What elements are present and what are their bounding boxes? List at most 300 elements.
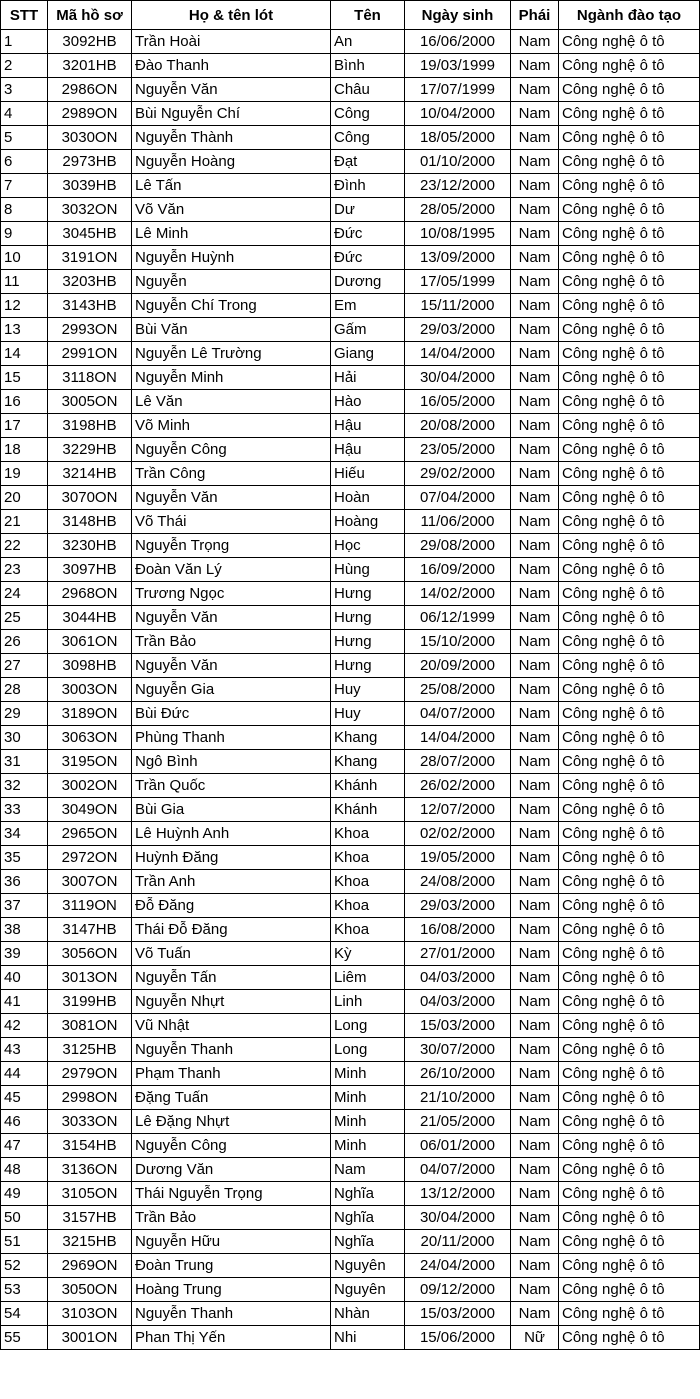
cell-nganh-dao-tao: Công nghệ ô tô bbox=[559, 1134, 700, 1158]
cell-nganh-dao-tao: Công nghệ ô tô bbox=[559, 222, 700, 246]
cell-stt: 48 bbox=[1, 1158, 48, 1182]
cell-ten: Khoa bbox=[331, 894, 405, 918]
cell-ten: Khang bbox=[331, 726, 405, 750]
cell-stt: 38 bbox=[1, 918, 48, 942]
cell-ho-ten-lot: Võ Tuấn bbox=[132, 942, 331, 966]
header-ngay-sinh: Ngày sinh bbox=[405, 1, 511, 30]
cell-ho-ten-lot: Phùng Thanh bbox=[132, 726, 331, 750]
cell-stt: 45 bbox=[1, 1086, 48, 1110]
cell-ngay-sinh: 14/02/2000 bbox=[405, 582, 511, 606]
cell-ten: Hưng bbox=[331, 654, 405, 678]
cell-ngay-sinh: 30/07/2000 bbox=[405, 1038, 511, 1062]
table-row bbox=[1, 270, 700, 294]
cell-ma-ho-so: 3056ON bbox=[48, 942, 132, 966]
cell-ma-ho-so: 3119ON bbox=[48, 894, 132, 918]
cell-ho-ten-lot: Nguyễn Văn bbox=[132, 78, 331, 102]
cell-nganh-dao-tao: Công nghệ ô tô bbox=[559, 78, 700, 102]
table-row bbox=[1, 606, 700, 630]
cell-ho-ten-lot: Lê Đặng Nhựt bbox=[132, 1110, 331, 1134]
table-row bbox=[1, 702, 700, 726]
cell-nganh-dao-tao: Công nghệ ô tô bbox=[559, 102, 700, 126]
cell-ten: Công bbox=[331, 102, 405, 126]
cell-ho-ten-lot: Nguyễn Văn bbox=[132, 606, 331, 630]
cell-stt: 54 bbox=[1, 1302, 48, 1326]
cell-phai: Nam bbox=[511, 798, 559, 822]
cell-ngay-sinh: 09/12/2000 bbox=[405, 1278, 511, 1302]
cell-ho-ten-lot: Nguyễn Thanh bbox=[132, 1302, 331, 1326]
cell-stt: 14 bbox=[1, 342, 48, 366]
cell-nganh-dao-tao: Công nghệ ô tô bbox=[559, 1254, 700, 1278]
cell-phai: Nam bbox=[511, 510, 559, 534]
cell-ngay-sinh: 01/10/2000 bbox=[405, 150, 511, 174]
cell-ngay-sinh: 19/05/2000 bbox=[405, 846, 511, 870]
cell-phai: Nam bbox=[511, 630, 559, 654]
cell-phai: Nam bbox=[511, 1062, 559, 1086]
cell-phai: Nam bbox=[511, 1158, 559, 1182]
cell-ma-ho-so: 3103ON bbox=[48, 1302, 132, 1326]
cell-ten: Khang bbox=[331, 750, 405, 774]
cell-phai: Nam bbox=[511, 918, 559, 942]
cell-phai: Nam bbox=[511, 726, 559, 750]
cell-ho-ten-lot: Trần Bảo bbox=[132, 1206, 331, 1230]
cell-stt: 5 bbox=[1, 126, 48, 150]
cell-phai: Nam bbox=[511, 582, 559, 606]
cell-phai: Nam bbox=[511, 654, 559, 678]
table-row bbox=[1, 1134, 700, 1158]
cell-ma-ho-so: 2998ON bbox=[48, 1086, 132, 1110]
cell-stt: 10 bbox=[1, 246, 48, 270]
cell-ngay-sinh: 16/05/2000 bbox=[405, 390, 511, 414]
cell-ngay-sinh: 29/08/2000 bbox=[405, 534, 511, 558]
table-row bbox=[1, 462, 700, 486]
cell-ma-ho-so: 3215HB bbox=[48, 1230, 132, 1254]
cell-ten: Khoa bbox=[331, 822, 405, 846]
cell-nganh-dao-tao: Công nghệ ô tô bbox=[559, 462, 700, 486]
table-row bbox=[1, 1206, 700, 1230]
cell-stt: 12 bbox=[1, 294, 48, 318]
cell-ten: Khoa bbox=[331, 870, 405, 894]
cell-stt: 52 bbox=[1, 1254, 48, 1278]
cell-ma-ho-so: 3191ON bbox=[48, 246, 132, 270]
cell-ngay-sinh: 25/08/2000 bbox=[405, 678, 511, 702]
cell-ten: Long bbox=[331, 1014, 405, 1038]
cell-phai: Nam bbox=[511, 558, 559, 582]
cell-ho-ten-lot: Lê Tấn bbox=[132, 174, 331, 198]
cell-ngay-sinh: 04/07/2000 bbox=[405, 1158, 511, 1182]
cell-phai: Nam bbox=[511, 1182, 559, 1206]
cell-ngay-sinh: 29/03/2000 bbox=[405, 894, 511, 918]
cell-ten: Nguyên bbox=[331, 1278, 405, 1302]
cell-ngay-sinh: 16/06/2000 bbox=[405, 30, 511, 54]
cell-ho-ten-lot: Trương Ngọc bbox=[132, 582, 331, 606]
cell-phai: Nam bbox=[511, 270, 559, 294]
cell-ngay-sinh: 06/01/2000 bbox=[405, 1134, 511, 1158]
cell-ma-ho-so: 3157HB bbox=[48, 1206, 132, 1230]
cell-ho-ten-lot: Nguyễn Công bbox=[132, 1134, 331, 1158]
cell-ma-ho-so: 3136ON bbox=[48, 1158, 132, 1182]
cell-nganh-dao-tao: Công nghệ ô tô bbox=[559, 726, 700, 750]
cell-stt: 8 bbox=[1, 198, 48, 222]
cell-phai: Nam bbox=[511, 990, 559, 1014]
table-row bbox=[1, 1110, 700, 1134]
cell-stt: 21 bbox=[1, 510, 48, 534]
cell-ngay-sinh: 12/07/2000 bbox=[405, 798, 511, 822]
cell-phai: Nam bbox=[511, 870, 559, 894]
cell-stt: 1 bbox=[1, 30, 48, 54]
cell-ngay-sinh: 13/12/2000 bbox=[405, 1182, 511, 1206]
cell-stt: 11 bbox=[1, 270, 48, 294]
table-row bbox=[1, 1182, 700, 1206]
cell-ma-ho-so: 3214HB bbox=[48, 462, 132, 486]
cell-ma-ho-so: 3003ON bbox=[48, 678, 132, 702]
table-row bbox=[1, 1254, 700, 1278]
table-row bbox=[1, 894, 700, 918]
table-row bbox=[1, 366, 700, 390]
cell-ten: Châu bbox=[331, 78, 405, 102]
cell-ma-ho-so: 2972ON bbox=[48, 846, 132, 870]
cell-stt: 22 bbox=[1, 534, 48, 558]
cell-phai: Nam bbox=[511, 174, 559, 198]
cell-ho-ten-lot: Thái Nguyễn Trọng bbox=[132, 1182, 331, 1206]
cell-phai: Nam bbox=[511, 102, 559, 126]
cell-stt: 33 bbox=[1, 798, 48, 822]
table-row bbox=[1, 510, 700, 534]
cell-nganh-dao-tao: Công nghệ ô tô bbox=[559, 942, 700, 966]
cell-stt: 50 bbox=[1, 1206, 48, 1230]
cell-ma-ho-so: 3039HB bbox=[48, 174, 132, 198]
cell-stt: 31 bbox=[1, 750, 48, 774]
cell-stt: 43 bbox=[1, 1038, 48, 1062]
cell-stt: 13 bbox=[1, 318, 48, 342]
table-row bbox=[1, 1014, 700, 1038]
cell-ngay-sinh: 30/04/2000 bbox=[405, 366, 511, 390]
cell-phai: Nam bbox=[511, 702, 559, 726]
table-row bbox=[1, 198, 700, 222]
cell-ma-ho-so: 2969ON bbox=[48, 1254, 132, 1278]
cell-ten: Gấm bbox=[331, 318, 405, 342]
cell-ho-ten-lot: Trần Công bbox=[132, 462, 331, 486]
cell-ma-ho-so: 3229HB bbox=[48, 438, 132, 462]
cell-ho-ten-lot: Nguyễn Chí Trong bbox=[132, 294, 331, 318]
cell-ho-ten-lot: Trần Bảo bbox=[132, 630, 331, 654]
cell-ma-ho-so: 3030ON bbox=[48, 126, 132, 150]
cell-ma-ho-so: 3044HB bbox=[48, 606, 132, 630]
cell-stt: 36 bbox=[1, 870, 48, 894]
cell-phai: Nam bbox=[511, 846, 559, 870]
cell-ten: Liêm bbox=[331, 966, 405, 990]
cell-ten: Kỳ bbox=[331, 942, 405, 966]
cell-ngay-sinh: 10/08/1995 bbox=[405, 222, 511, 246]
cell-ma-ho-so: 2986ON bbox=[48, 78, 132, 102]
cell-stt: 25 bbox=[1, 606, 48, 630]
cell-ho-ten-lot: Nguyễn Tấn bbox=[132, 966, 331, 990]
cell-ho-ten-lot: Thái Đỗ Đăng bbox=[132, 918, 331, 942]
cell-stt: 49 bbox=[1, 1182, 48, 1206]
cell-stt: 30 bbox=[1, 726, 48, 750]
cell-ma-ho-so: 3001ON bbox=[48, 1326, 132, 1350]
table-row bbox=[1, 174, 700, 198]
table-row bbox=[1, 1062, 700, 1086]
cell-ten: Khoa bbox=[331, 846, 405, 870]
cell-stt: 19 bbox=[1, 462, 48, 486]
cell-ho-ten-lot: Nguyễn Hoàng bbox=[132, 150, 331, 174]
cell-ho-ten-lot: Nguyễn Gia bbox=[132, 678, 331, 702]
cell-nganh-dao-tao: Công nghệ ô tô bbox=[559, 390, 700, 414]
cell-ten: Em bbox=[331, 294, 405, 318]
cell-ma-ho-so: 3081ON bbox=[48, 1014, 132, 1038]
cell-phai: Nam bbox=[511, 1086, 559, 1110]
cell-ma-ho-so: 3032ON bbox=[48, 198, 132, 222]
cell-nganh-dao-tao: Công nghệ ô tô bbox=[559, 990, 700, 1014]
cell-ngay-sinh: 19/03/1999 bbox=[405, 54, 511, 78]
cell-nganh-dao-tao: Công nghệ ô tô bbox=[559, 126, 700, 150]
cell-nganh-dao-tao: Công nghệ ô tô bbox=[559, 654, 700, 678]
cell-ho-ten-lot: Lê Văn bbox=[132, 390, 331, 414]
table-row bbox=[1, 318, 700, 342]
cell-stt: 15 bbox=[1, 366, 48, 390]
table-row bbox=[1, 822, 700, 846]
cell-nganh-dao-tao: Công nghệ ô tô bbox=[559, 822, 700, 846]
cell-phai: Nam bbox=[511, 438, 559, 462]
cell-nganh-dao-tao: Công nghệ ô tô bbox=[559, 198, 700, 222]
cell-ma-ho-so: 3203HB bbox=[48, 270, 132, 294]
cell-ten: Công bbox=[331, 126, 405, 150]
cell-ho-ten-lot: Đỗ Đăng bbox=[132, 894, 331, 918]
cell-nganh-dao-tao: Công nghệ ô tô bbox=[559, 174, 700, 198]
cell-stt: 37 bbox=[1, 894, 48, 918]
cell-ngay-sinh: 28/07/2000 bbox=[405, 750, 511, 774]
cell-stt: 6 bbox=[1, 150, 48, 174]
table-row bbox=[1, 918, 700, 942]
cell-nganh-dao-tao: Công nghệ ô tô bbox=[559, 246, 700, 270]
cell-ngay-sinh: 28/05/2000 bbox=[405, 198, 511, 222]
cell-ngay-sinh: 02/02/2000 bbox=[405, 822, 511, 846]
cell-ngay-sinh: 11/06/2000 bbox=[405, 510, 511, 534]
table-row bbox=[1, 1230, 700, 1254]
cell-ngay-sinh: 16/08/2000 bbox=[405, 918, 511, 942]
cell-ngay-sinh: 15/11/2000 bbox=[405, 294, 511, 318]
cell-ten: Khánh bbox=[331, 774, 405, 798]
table-row bbox=[1, 342, 700, 366]
cell-ho-ten-lot: Nguyễn Trọng bbox=[132, 534, 331, 558]
cell-ma-ho-so: 3033ON bbox=[48, 1110, 132, 1134]
cell-stt: 55 bbox=[1, 1326, 48, 1350]
cell-ten: Long bbox=[331, 1038, 405, 1062]
cell-stt: 28 bbox=[1, 678, 48, 702]
cell-stt: 4 bbox=[1, 102, 48, 126]
cell-ma-ho-so: 3061ON bbox=[48, 630, 132, 654]
table-row bbox=[1, 942, 700, 966]
table-row bbox=[1, 1278, 700, 1302]
cell-nganh-dao-tao: Công nghệ ô tô bbox=[559, 582, 700, 606]
cell-nganh-dao-tao: Công nghệ ô tô bbox=[559, 1230, 700, 1254]
cell-nganh-dao-tao: Công nghệ ô tô bbox=[559, 894, 700, 918]
cell-ten: Nghĩa bbox=[331, 1182, 405, 1206]
cell-stt: 32 bbox=[1, 774, 48, 798]
cell-ten: Hưng bbox=[331, 582, 405, 606]
cell-ten: Minh bbox=[331, 1110, 405, 1134]
cell-phai: Nam bbox=[511, 966, 559, 990]
cell-ngay-sinh: 06/12/1999 bbox=[405, 606, 511, 630]
cell-nganh-dao-tao: Công nghệ ô tô bbox=[559, 1326, 700, 1350]
cell-ho-ten-lot: Nguyễn bbox=[132, 270, 331, 294]
cell-phai: Nam bbox=[511, 1014, 559, 1038]
cell-ma-ho-so: 3154HB bbox=[48, 1134, 132, 1158]
cell-phai: Nam bbox=[511, 294, 559, 318]
cell-ma-ho-so: 3148HB bbox=[48, 510, 132, 534]
table-row bbox=[1, 1158, 700, 1182]
cell-phai: Nam bbox=[511, 222, 559, 246]
cell-ten: Hậu bbox=[331, 414, 405, 438]
cell-phai: Nam bbox=[511, 462, 559, 486]
cell-ngay-sinh: 20/08/2000 bbox=[405, 414, 511, 438]
cell-ho-ten-lot: Nguyễn Lê Trường bbox=[132, 342, 331, 366]
cell-ma-ho-so: 2979ON bbox=[48, 1062, 132, 1086]
cell-ho-ten-lot: Nguyễn Thanh bbox=[132, 1038, 331, 1062]
cell-ngay-sinh: 07/04/2000 bbox=[405, 486, 511, 510]
cell-nganh-dao-tao: Công nghệ ô tô bbox=[559, 438, 700, 462]
table-row bbox=[1, 726, 700, 750]
cell-ten: Nhi bbox=[331, 1326, 405, 1350]
cell-phai: Nam bbox=[511, 1206, 559, 1230]
cell-phai: Nam bbox=[511, 390, 559, 414]
table-row bbox=[1, 222, 700, 246]
cell-stt: 39 bbox=[1, 942, 48, 966]
table-row bbox=[1, 414, 700, 438]
cell-phai: Nam bbox=[511, 606, 559, 630]
cell-nganh-dao-tao: Công nghệ ô tô bbox=[559, 510, 700, 534]
cell-ma-ho-so: 3201HB bbox=[48, 54, 132, 78]
cell-nganh-dao-tao: Công nghệ ô tô bbox=[559, 774, 700, 798]
cell-ho-ten-lot: Nguyễn Minh bbox=[132, 366, 331, 390]
cell-ten: Giang bbox=[331, 342, 405, 366]
table-row bbox=[1, 558, 700, 582]
cell-stt: 3 bbox=[1, 78, 48, 102]
cell-ten: Hiếu bbox=[331, 462, 405, 486]
cell-ho-ten-lot: Dương Văn bbox=[132, 1158, 331, 1182]
cell-nganh-dao-tao: Công nghệ ô tô bbox=[559, 30, 700, 54]
cell-stt: 17 bbox=[1, 414, 48, 438]
cell-ho-ten-lot: Đoàn Văn Lý bbox=[132, 558, 331, 582]
cell-ho-ten-lot: Ngô Bình bbox=[132, 750, 331, 774]
cell-nganh-dao-tao: Công nghệ ô tô bbox=[559, 798, 700, 822]
cell-phai: Nam bbox=[511, 366, 559, 390]
cell-ma-ho-so: 2989ON bbox=[48, 102, 132, 126]
cell-ho-ten-lot: Hoàng Trung bbox=[132, 1278, 331, 1302]
cell-ma-ho-so: 3002ON bbox=[48, 774, 132, 798]
cell-phai: Nam bbox=[511, 1254, 559, 1278]
cell-nganh-dao-tao: Công nghệ ô tô bbox=[559, 1302, 700, 1326]
header-ten: Tên bbox=[331, 1, 405, 30]
cell-ngay-sinh: 15/03/2000 bbox=[405, 1014, 511, 1038]
cell-phai: Nữ bbox=[511, 1326, 559, 1350]
cell-ho-ten-lot: Nguyễn Nhựt bbox=[132, 990, 331, 1014]
cell-nganh-dao-tao: Công nghệ ô tô bbox=[559, 606, 700, 630]
cell-ngay-sinh: 13/09/2000 bbox=[405, 246, 511, 270]
cell-phai: Nam bbox=[511, 942, 559, 966]
cell-ma-ho-so: 2973HB bbox=[48, 150, 132, 174]
cell-ngay-sinh: 04/03/2000 bbox=[405, 966, 511, 990]
table-row bbox=[1, 846, 700, 870]
cell-phai: Nam bbox=[511, 678, 559, 702]
cell-ten: Nhàn bbox=[331, 1302, 405, 1326]
cell-nganh-dao-tao: Công nghệ ô tô bbox=[559, 534, 700, 558]
cell-nganh-dao-tao: Công nghệ ô tô bbox=[559, 870, 700, 894]
cell-phai: Nam bbox=[511, 318, 559, 342]
cell-ten: Dương bbox=[331, 270, 405, 294]
cell-ma-ho-so: 2993ON bbox=[48, 318, 132, 342]
cell-ho-ten-lot: Đoàn Trung bbox=[132, 1254, 331, 1278]
cell-phai: Nam bbox=[511, 1278, 559, 1302]
table-row bbox=[1, 54, 700, 78]
cell-phai: Nam bbox=[511, 126, 559, 150]
cell-ma-ho-so: 2965ON bbox=[48, 822, 132, 846]
cell-ten: Đạt bbox=[331, 150, 405, 174]
cell-stt: 18 bbox=[1, 438, 48, 462]
cell-ten: Minh bbox=[331, 1134, 405, 1158]
cell-ten: Hoàng bbox=[331, 510, 405, 534]
cell-ho-ten-lot: Nguyễn Thành bbox=[132, 126, 331, 150]
cell-ho-ten-lot: Bùi Đức bbox=[132, 702, 331, 726]
cell-ten: Nghĩa bbox=[331, 1230, 405, 1254]
cell-ma-ho-so: 2968ON bbox=[48, 582, 132, 606]
cell-ho-ten-lot: Trần Quốc bbox=[132, 774, 331, 798]
cell-ngay-sinh: 21/10/2000 bbox=[405, 1086, 511, 1110]
cell-stt: 42 bbox=[1, 1014, 48, 1038]
cell-nganh-dao-tao: Công nghệ ô tô bbox=[559, 294, 700, 318]
cell-ten: Bình bbox=[331, 54, 405, 78]
cell-ho-ten-lot: Huỳnh Đăng bbox=[132, 846, 331, 870]
cell-nganh-dao-tao: Công nghệ ô tô bbox=[559, 966, 700, 990]
cell-ten: Linh bbox=[331, 990, 405, 1014]
cell-ma-ho-so: 3230HB bbox=[48, 534, 132, 558]
cell-stt: 40 bbox=[1, 966, 48, 990]
cell-phai: Nam bbox=[511, 1038, 559, 1062]
cell-ma-ho-so: 3143HB bbox=[48, 294, 132, 318]
cell-ten: Đình bbox=[331, 174, 405, 198]
table-row bbox=[1, 1302, 700, 1326]
cell-ma-ho-so: 3050ON bbox=[48, 1278, 132, 1302]
cell-phai: Nam bbox=[511, 198, 559, 222]
cell-ho-ten-lot: Vũ Nhật bbox=[132, 1014, 331, 1038]
cell-ma-ho-so: 3005ON bbox=[48, 390, 132, 414]
table-row bbox=[1, 798, 700, 822]
cell-stt: 29 bbox=[1, 702, 48, 726]
cell-stt: 46 bbox=[1, 1110, 48, 1134]
cell-nganh-dao-tao: Công nghệ ô tô bbox=[559, 1158, 700, 1182]
cell-ngay-sinh: 20/09/2000 bbox=[405, 654, 511, 678]
cell-nganh-dao-tao: Công nghệ ô tô bbox=[559, 750, 700, 774]
header-row bbox=[1, 1, 700, 30]
cell-ngay-sinh: 04/07/2000 bbox=[405, 702, 511, 726]
table-row bbox=[1, 534, 700, 558]
table-row bbox=[1, 774, 700, 798]
table-row bbox=[1, 990, 700, 1014]
cell-nganh-dao-tao: Công nghệ ô tô bbox=[559, 270, 700, 294]
cell-nganh-dao-tao: Công nghệ ô tô bbox=[559, 1086, 700, 1110]
cell-ngay-sinh: 14/04/2000 bbox=[405, 342, 511, 366]
cell-ten: Đức bbox=[331, 222, 405, 246]
cell-nganh-dao-tao: Công nghệ ô tô bbox=[559, 630, 700, 654]
cell-ten: Nam bbox=[331, 1158, 405, 1182]
cell-phai: Nam bbox=[511, 1110, 559, 1134]
cell-nganh-dao-tao: Công nghệ ô tô bbox=[559, 1038, 700, 1062]
table-row bbox=[1, 102, 700, 126]
table-row bbox=[1, 390, 700, 414]
cell-stt: 51 bbox=[1, 1230, 48, 1254]
cell-phai: Nam bbox=[511, 1230, 559, 1254]
cell-stt: 26 bbox=[1, 630, 48, 654]
